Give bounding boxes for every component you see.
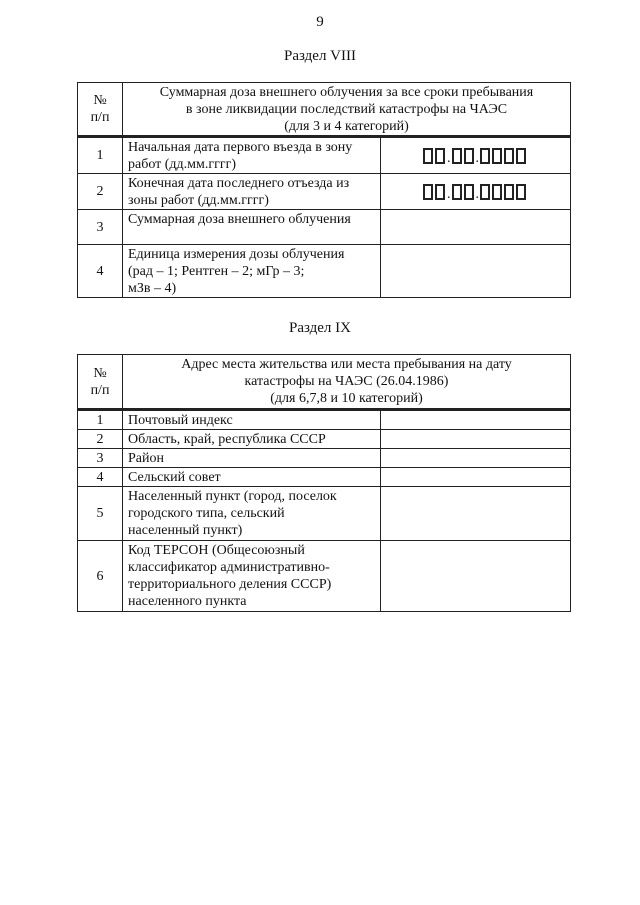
table-row — [78, 174, 571, 210]
month-digit-box[interactable] — [452, 184, 462, 200]
row-number: 3 — [78, 210, 123, 245]
table-row — [78, 410, 571, 430]
table-row — [78, 468, 571, 487]
day-digit-box[interactable] — [435, 184, 445, 200]
year-digit-box[interactable] — [492, 148, 502, 164]
year-digit-box[interactable] — [516, 148, 526, 164]
date-boxes — [386, 148, 565, 164]
year-digit-box[interactable] — [480, 184, 490, 200]
row-label-line: Район — [128, 451, 164, 466]
row-label-line: Единица измерения дозы облучения — [128, 247, 345, 262]
region-field[interactable] — [381, 430, 571, 449]
header-title-line: катастрофы на ЧАЭС (26.04.1986) — [244, 374, 449, 389]
row-label-line: мЗв – 4) — [128, 281, 177, 296]
row-number: 4 — [78, 468, 123, 487]
year-digit-box[interactable] — [504, 184, 514, 200]
row-label-line: классификатор административно- — [128, 560, 330, 575]
row-label-line: населенного пункта — [128, 594, 247, 609]
section-9-title: Раздел IX — [288, 320, 351, 336]
row-label-line: территориального деления СССР) — [128, 577, 332, 592]
page-number: 9 — [316, 14, 324, 30]
row-number: 3 — [78, 449, 123, 468]
village-council-field[interactable] — [381, 468, 571, 487]
year-digit-box[interactable] — [480, 148, 490, 164]
month-digit-box[interactable] — [452, 148, 462, 164]
row-label-line: Сельский совет — [128, 470, 221, 485]
year-digit-box[interactable] — [516, 184, 526, 200]
start-date-field[interactable] — [381, 137, 571, 174]
row-label — [123, 449, 381, 468]
row-number: 5 — [78, 487, 123, 541]
row-label — [123, 245, 381, 298]
month-digit-box[interactable] — [464, 184, 474, 200]
header-title-line: в зоне ликвидации последствий катастрофы на ЧАЭС — [185, 101, 508, 117]
row-label — [123, 487, 381, 541]
row-number: 1 — [78, 410, 123, 430]
year-digit-box[interactable] — [492, 184, 502, 200]
row-label-line: Почтовый индекс — [128, 413, 233, 428]
row-number: 1 — [78, 137, 123, 174]
row-label — [123, 430, 381, 449]
row-label-line: Конечная дата последнего отъезда из — [128, 176, 350, 191]
row-label-line: Населенный пункт (город, поселок — [128, 489, 337, 504]
day-digit-box[interactable] — [423, 184, 433, 200]
date-separator: . — [447, 150, 451, 166]
total-dose-field[interactable] — [381, 210, 571, 245]
date-boxes — [386, 184, 565, 200]
year-digit-box[interactable] — [504, 148, 514, 164]
row-label-line: работ (дд.мм.гггг) — [128, 157, 237, 172]
day-digit-box[interactable] — [423, 148, 433, 164]
header-number-cell — [78, 83, 123, 137]
header-number-sign: № — [93, 365, 107, 381]
table-row — [78, 210, 571, 245]
row-number: 2 — [78, 174, 123, 210]
row-label-line: зоны работ (дд.мм.гггг) — [128, 193, 269, 208]
table-row — [78, 487, 571, 541]
row-label — [123, 410, 381, 430]
terson-code-field[interactable] — [381, 541, 571, 612]
row-number: 4 — [78, 245, 123, 298]
row-label-line: Суммарная доза внешнего облучения — [128, 212, 351, 227]
header-title-line: Адрес места жительства или места пребывания на дату — [181, 357, 512, 372]
row-label-line: населенный пункт) — [128, 523, 243, 538]
section-9-table — [77, 354, 571, 612]
row-label — [123, 210, 381, 245]
section-8-title: Раздел VIII — [284, 48, 356, 64]
header-title-cell — [123, 83, 571, 137]
table-row — [78, 449, 571, 468]
row-label — [123, 468, 381, 487]
table-row — [78, 137, 571, 174]
date-separator: . — [475, 150, 479, 166]
table-header-row — [78, 355, 571, 410]
row-label-line: городского типа, сельский — [128, 506, 285, 521]
row-label-line: Начальная дата первого въезда в зону — [128, 140, 353, 155]
day-digit-box[interactable] — [435, 148, 445, 164]
row-label-line: Область, край, республика СССР — [128, 432, 326, 447]
header-number-cell — [78, 355, 123, 410]
row-label-line: Код ТЕРСОН (Общесоюзный — [128, 543, 305, 558]
date-separator: . — [447, 186, 451, 202]
row-label — [123, 137, 381, 174]
row-label — [123, 541, 381, 612]
end-date-field[interactable] — [381, 174, 571, 210]
header-title-line: (для 6,7,8 и 10 категорий) — [270, 391, 423, 406]
row-label — [123, 174, 381, 210]
header-title-line: Суммарная доза внешнего облучения за все сроки пребывания — [159, 84, 534, 100]
table-row — [78, 245, 571, 298]
month-digit-box[interactable] — [464, 148, 474, 164]
row-number: 6 — [78, 541, 123, 612]
postal-code-field[interactable] — [381, 410, 571, 430]
dose-unit-field[interactable] — [381, 245, 571, 298]
district-field[interactable] — [381, 449, 571, 468]
table-row — [78, 541, 571, 612]
table-header-row — [78, 83, 571, 137]
settlement-field[interactable] — [381, 487, 571, 541]
header-number-label: п/п — [90, 110, 110, 125]
row-label-line: (рад – 1; Рентген – 2; мГр – 3; — [128, 264, 305, 279]
header-title-line: (для 3 и 4 категорий) — [284, 118, 409, 134]
header-title-cell — [123, 355, 571, 410]
row-number: 2 — [78, 430, 123, 449]
table-row — [78, 430, 571, 449]
date-separator: . — [475, 186, 479, 202]
header-number-label: п/п — [90, 382, 110, 398]
section-8-table — [77, 82, 571, 298]
header-number-sign: № — [93, 93, 107, 108]
